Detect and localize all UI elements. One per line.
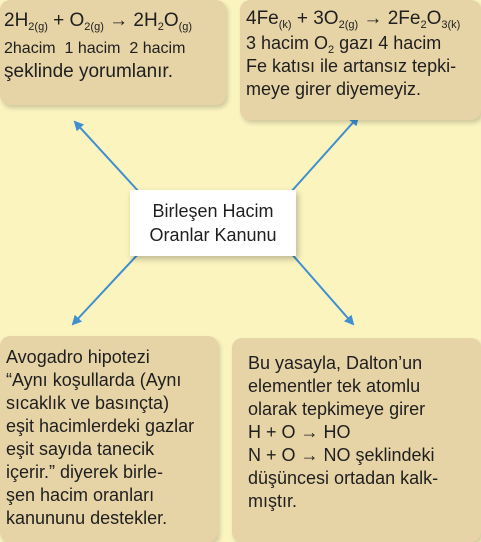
- bottom-left-line: eşit sayıda tanecik: [6, 439, 155, 459]
- arrow-to-bottom-left: [73, 252, 140, 324]
- bottom-left-line: eşit hacimlerdeki gazlar: [6, 416, 195, 436]
- bottom-right-line: mıştır.: [248, 491, 297, 511]
- bottom-right-box: [232, 338, 481, 542]
- bottom-left-line: Avogadro hipotezi: [6, 347, 150, 367]
- center-title-line-1: Birleşen Hacim: [152, 201, 274, 221]
- bottom-left-line: içerir.” diyerek birle-: [6, 462, 164, 482]
- top-right-box: [240, 0, 481, 120]
- bottom-right-line: Bu yasayla, Dalton’un: [248, 353, 423, 373]
- center-title-line-2: Oranlar Kanunu: [149, 225, 277, 245]
- bottom-left-box: [0, 336, 218, 542]
- top-right-line-3: meye girer diyemeyiz.: [246, 79, 422, 99]
- bottom-left-line: şen hacim oranları: [6, 485, 155, 505]
- bottom-right-line: elementler tek atomlu: [248, 376, 421, 396]
- bottom-left-line: sıcaklık ve basınçta): [6, 393, 170, 413]
- arrow-to-bottom-right: [290, 252, 353, 324]
- bottom-right-line: N + O → NO şeklindeki: [248, 445, 435, 465]
- water-equation: $2H_{2(g)} + O_{2(g)} \to 2H_2O_{(g)}$: [4, 10, 193, 33]
- bottom-right-line: düşüncesi ortadan kalk-: [248, 468, 439, 488]
- arrow-to-top-left: [75, 122, 140, 193]
- top-left-box: [0, 0, 226, 105]
- bottom-right-line: olarak tepkimeye girer: [248, 399, 426, 419]
- center-concept-box: [130, 190, 296, 256]
- bottom-right-line: H + O → HO: [248, 422, 351, 442]
- top-left-text: şeklinde yorumlanır.: [4, 61, 173, 82]
- bottom-left-line: “Aynı koşullarda (Aynı: [6, 370, 182, 390]
- volume-ratio: 2hacim 1 hacim 2 hacim: [4, 40, 186, 57]
- bottom-left-line: kanununu destekler.: [6, 508, 168, 528]
- iron-equation: $4Fe_{(k)} + 3O_{2(g)} \to 2Fe_2O_{3(k)}$: [246, 8, 461, 31]
- top-right-line-1: 3 hacim $O_2$ gazı 4 hacim: [246, 33, 442, 56]
- top-right-line-2: Fe katısı ile artansız tepki-: [246, 56, 457, 76]
- arrow-to-top-right: [290, 117, 358, 193]
